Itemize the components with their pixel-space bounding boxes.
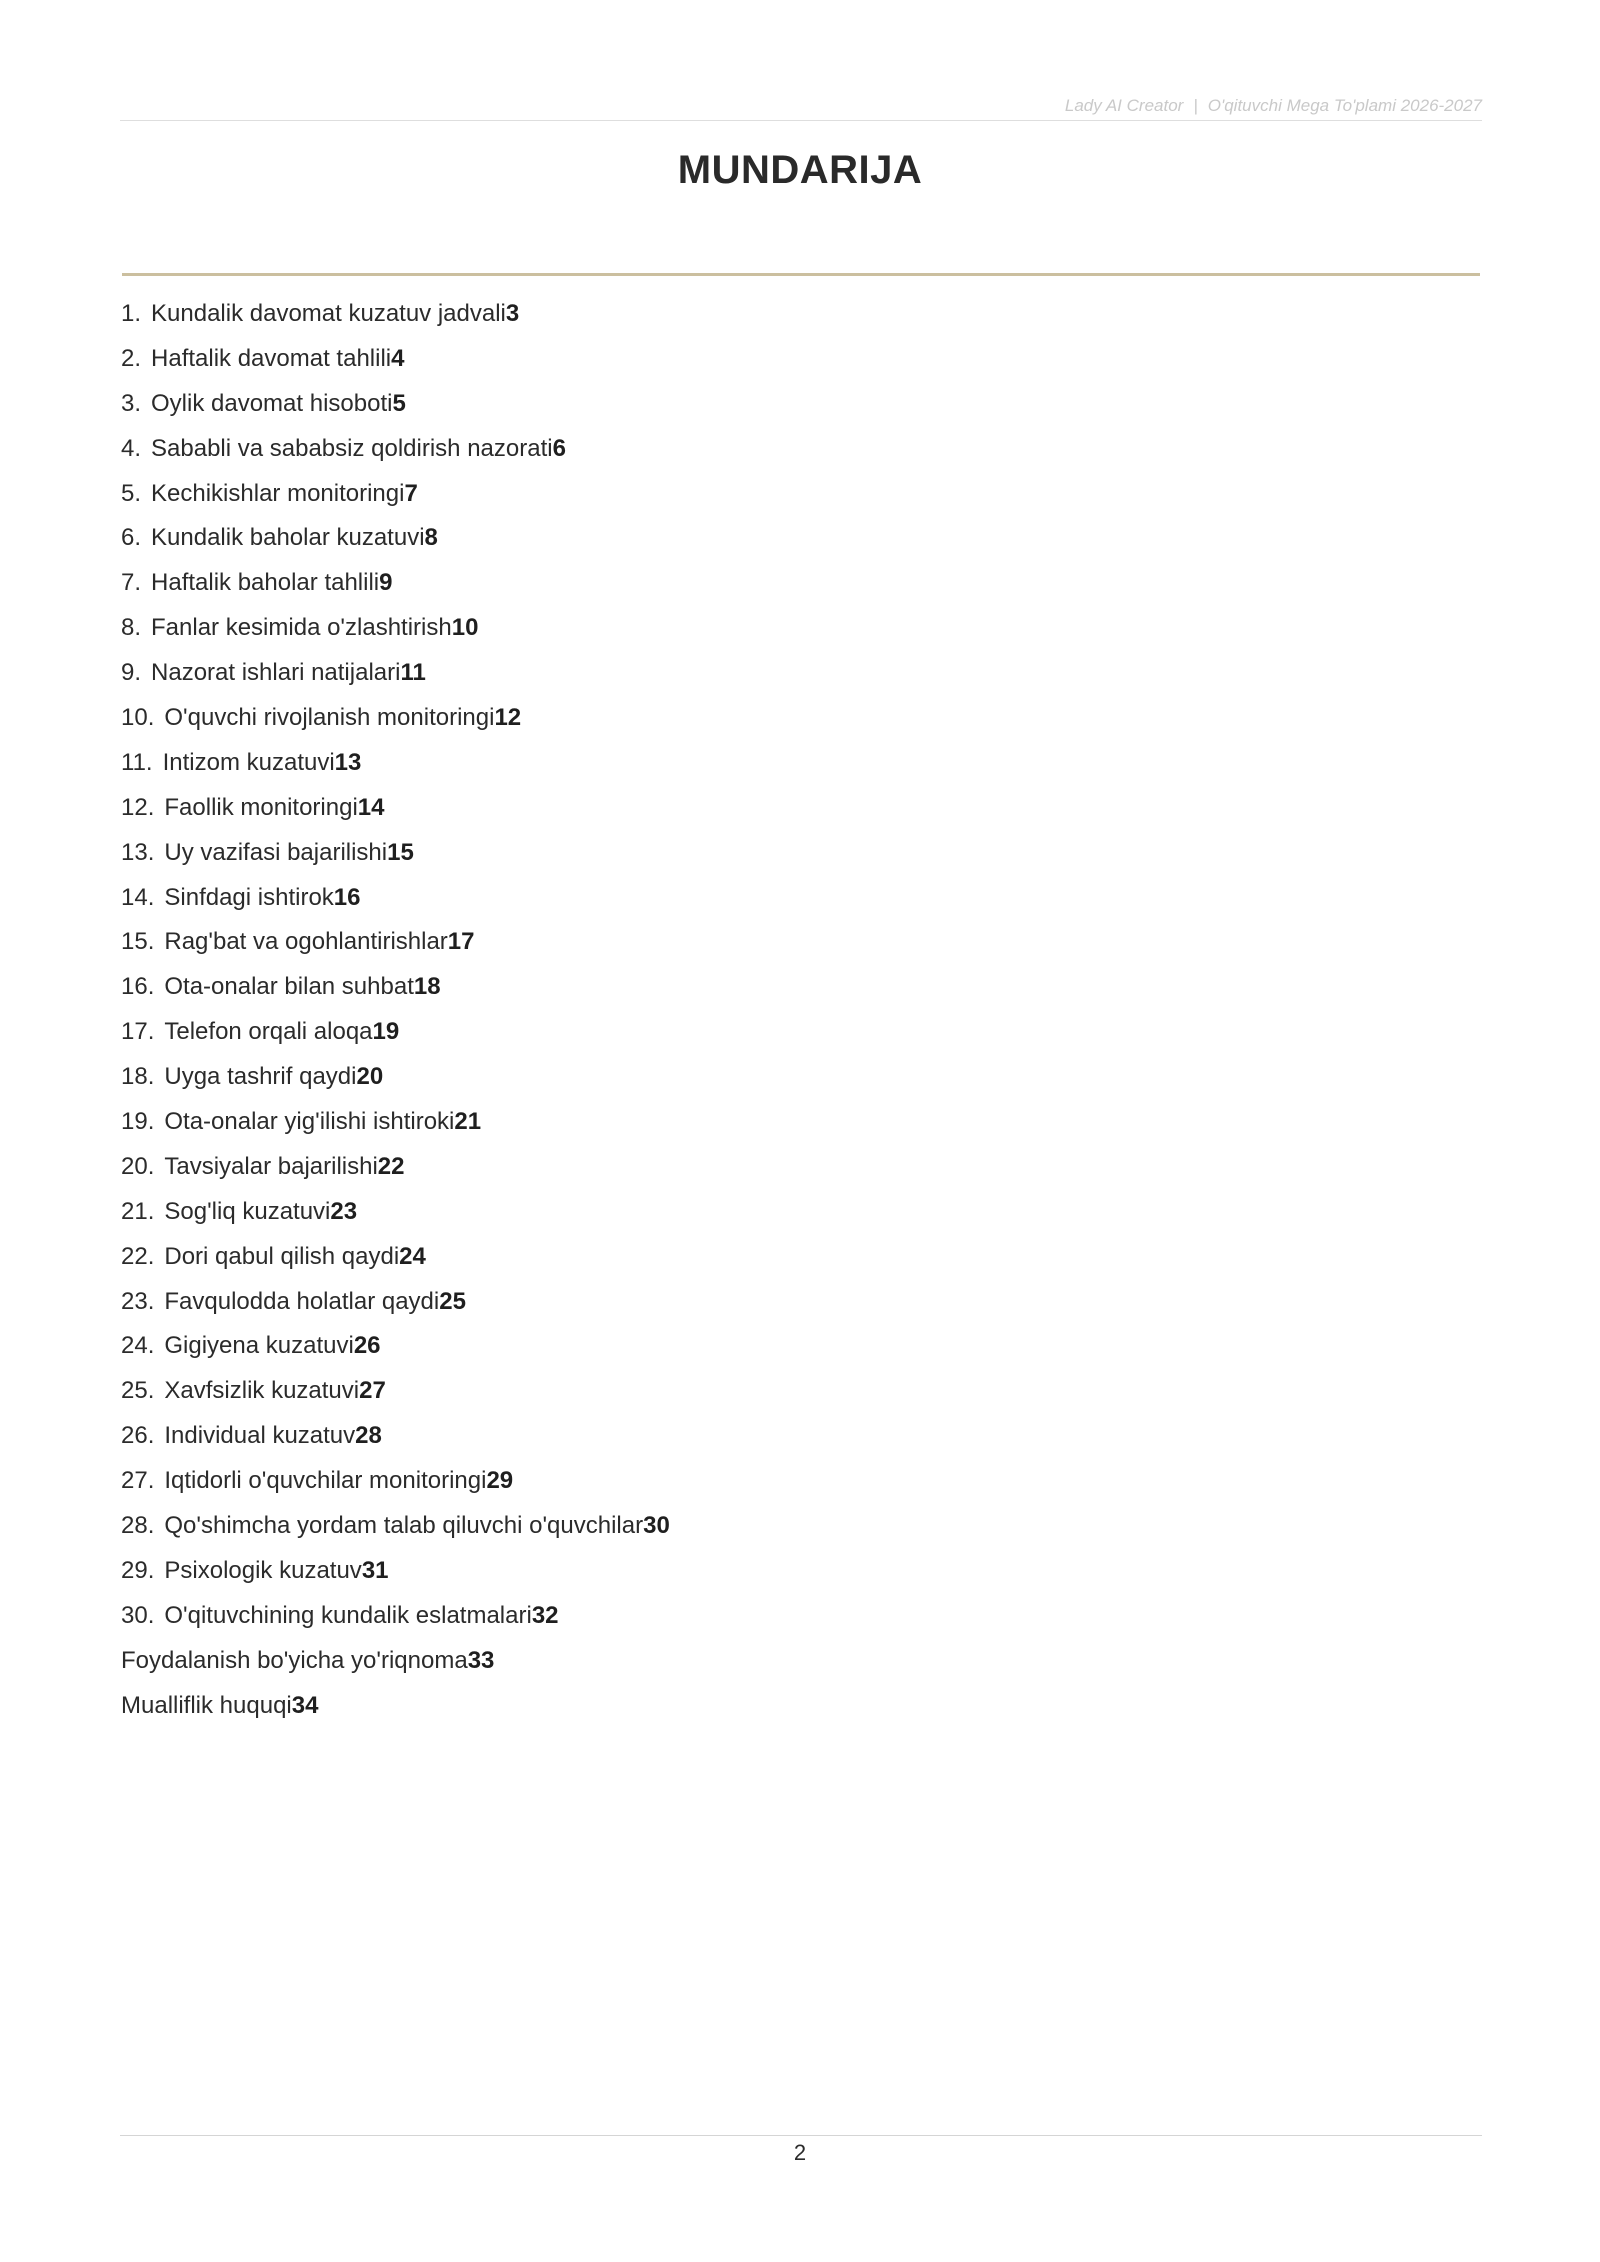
toc-entry[interactable]	[121, 565, 1321, 610]
toc-entry-page: 32	[531, 1601, 559, 1629]
toc-entry[interactable]	[121, 1104, 1321, 1149]
toc-entry-number: 23.	[121, 1287, 155, 1315]
toc-entry[interactable]	[121, 745, 1321, 790]
toc-entry[interactable]	[121, 1553, 1321, 1598]
toc-entry-page: 10	[451, 614, 479, 642]
toc-entry-number: 29.	[121, 1556, 155, 1584]
toc-entry-label: Uy vazifasi bajarilishi	[164, 838, 388, 866]
toc-entry-number: 22.	[121, 1242, 155, 1270]
toc-entry[interactable]	[121, 476, 1321, 521]
toc-entry-label: Uyga tashrif qaydi	[164, 1063, 357, 1091]
toc-entry[interactable]	[121, 1598, 1321, 1643]
toc-entry-label: Ota-onalar bilan suhbat	[164, 973, 414, 1001]
toc-entry-number: 9.	[121, 659, 142, 687]
toc-entry[interactable]	[121, 880, 1321, 925]
toc-entry-number: 3.	[121, 389, 142, 417]
toc-entry-number: 15.	[121, 928, 155, 956]
toc-entry-page: 8	[424, 524, 438, 552]
toc-entry[interactable]	[121, 1688, 1321, 1733]
toc-entry-label: Ota-onalar yig'ilishi ishtiroki	[164, 1108, 455, 1136]
toc-entry-page: 28	[355, 1422, 382, 1450]
toc-entry-number: 25.	[121, 1377, 155, 1405]
toc-entry[interactable]	[121, 1284, 1321, 1329]
toc-entry-label: Individual kuzatuv	[164, 1422, 356, 1450]
toc-entry-label: Haftalik baholar tahlili	[151, 569, 380, 597]
toc-entry[interactable]	[121, 655, 1321, 700]
toc-entry[interactable]	[121, 1418, 1321, 1463]
toc-entry-label: O'quvchi rivojlanish monitoringi	[164, 704, 495, 732]
toc-entry[interactable]	[121, 1508, 1321, 1553]
toc-entry-label: O'qituvchining kundalik eslatmalari	[164, 1601, 532, 1629]
toc-entry-number: 6.	[121, 524, 142, 552]
toc-entry-number: 11.	[121, 748, 153, 776]
toc-entry[interactable]	[121, 924, 1321, 969]
toc-entry-page: 6	[552, 434, 566, 462]
toc-entry[interactable]	[121, 790, 1321, 835]
toc-entry-page: 21	[454, 1108, 482, 1136]
toc-entry-label: Tavsiyalar bajarilishi	[164, 1152, 378, 1180]
toc-entry-number: 16.	[121, 973, 155, 1001]
toc-entry-label: Telefon orqali aloqa	[164, 1018, 373, 1046]
toc-entry[interactable]	[121, 1328, 1321, 1373]
toc-entry-label: Haftalik davomat tahlili	[151, 344, 392, 372]
toc-entry[interactable]	[121, 386, 1321, 431]
toc-entry-page: 3	[505, 300, 520, 327]
toc-entry-number: 28.	[121, 1512, 155, 1540]
toc-entry[interactable]	[121, 1373, 1321, 1418]
toc-entry-page: 20	[356, 1063, 384, 1091]
toc-entry-label: Nazorat ishlari natijalari	[151, 659, 401, 687]
toc-entry-page: 24	[399, 1242, 426, 1270]
toc-entry-page: 19	[372, 1018, 400, 1046]
toc-entry[interactable]	[121, 296, 1321, 341]
header-collection: O'qituvchi Mega To'plami 2026-2027	[1207, 96, 1482, 115]
toc-entry-page: 34	[291, 1691, 319, 1719]
toc-entry-page: 13	[334, 748, 362, 776]
toc-entry-page: 11	[400, 659, 426, 687]
toc-entry-number: 26.	[121, 1422, 155, 1450]
toc-entry-label: Iqtidorli o'quvchilar monitoringi	[164, 1467, 487, 1495]
toc-entry-page: 15	[387, 838, 414, 866]
toc-entry-number: 7.	[121, 569, 142, 597]
toc-entry[interactable]	[121, 610, 1321, 655]
toc-entry-label: Kundalik baholar kuzatuvi	[151, 524, 425, 552]
toc-entry-label: Sinfdagi ishtirok	[164, 883, 334, 911]
toc-entry-number: 13.	[121, 838, 155, 866]
toc-entry-page: 30	[643, 1512, 670, 1540]
toc-entry-label: Xavfsizlik kuzatuvi	[164, 1377, 360, 1405]
toc-entry-page: 18	[413, 973, 441, 1001]
toc-entry-label: Foydalanish bo'yicha yo'riqnoma	[121, 1646, 468, 1674]
toc-entry-label: Qo'shimcha yordam talab qiluvchi o'quvchilar	[164, 1512, 644, 1540]
toc-entry[interactable]	[121, 1643, 1321, 1688]
toc-entry-label: Rag'bat va ogohlantirishlar	[164, 928, 448, 956]
toc-entry-page: 27	[359, 1377, 386, 1405]
toc-entry-number: 24.	[121, 1332, 155, 1360]
footer-divider	[120, 2135, 1482, 2136]
toc-entry-page: 14	[357, 793, 385, 821]
toc-entry[interactable]	[121, 431, 1321, 476]
toc-entry-number: 17.	[121, 1018, 155, 1046]
toc-entry-page: 29	[486, 1467, 514, 1495]
toc-entry-number: 12.	[121, 793, 155, 821]
toc-entry-page: 4	[391, 344, 405, 372]
toc-entry-page: 23	[330, 1197, 358, 1225]
title-divider	[122, 273, 1480, 276]
toc-entry-label: Psixologik kuzatuv	[164, 1556, 362, 1584]
toc-entry-number: 8.	[121, 614, 142, 642]
toc-entry-page: 17	[447, 928, 475, 956]
toc-entry-number: 27.	[121, 1467, 155, 1495]
toc-entry-number: 2.	[121, 344, 142, 372]
toc-entry[interactable]	[121, 1239, 1321, 1284]
toc-entry-label: Dori qabul qilish qaydi	[164, 1242, 400, 1270]
toc-entry-page: 16	[333, 883, 361, 911]
toc-entry-number: 1.	[121, 300, 142, 327]
table-of-contents	[121, 296, 1321, 1733]
page-title: MUNDARIJA	[677, 148, 923, 192]
toc-entry-page: 7	[404, 479, 418, 507]
toc-entry-label: Intizom kuzatuvi	[162, 748, 335, 776]
toc-entry-label: Kundalik davomat kuzatuv jadvali	[151, 300, 506, 327]
toc-entry-label: Kechikishlar monitoringi	[151, 479, 405, 507]
toc-entry-label: Fanlar kesimida o'zlashtirish	[151, 614, 452, 642]
toc-entry-page: 22	[377, 1152, 405, 1180]
toc-entry-number: 21.	[121, 1197, 155, 1225]
toc-entry[interactable]	[121, 700, 1321, 745]
toc-entry[interactable]	[121, 835, 1321, 880]
toc-entry[interactable]	[121, 1014, 1321, 1059]
page-number: 2	[793, 2140, 807, 2165]
toc-entry-number: 30.	[121, 1601, 155, 1629]
header-separator: |	[1193, 96, 1198, 115]
toc-entry-page: 25	[439, 1287, 466, 1315]
toc-entry[interactable]	[121, 341, 1321, 386]
toc-entry-number: 19.	[121, 1108, 155, 1136]
header-author: Lady AI Creator	[1064, 96, 1184, 115]
toc-entry[interactable]	[121, 1463, 1321, 1508]
toc-entry-label: Faollik monitoringi	[164, 793, 358, 821]
toc-entry-label: Mualliflik huquqi	[121, 1691, 292, 1719]
toc-entry-label: Sog'liq kuzatuvi	[164, 1197, 331, 1225]
toc-entry-page: 26	[353, 1332, 381, 1360]
running-header	[1065, 96, 1482, 116]
toc-entry-number: 14.	[121, 883, 155, 911]
toc-entry-page: 31	[361, 1556, 389, 1584]
header-divider	[120, 120, 1482, 121]
toc-entry-page: 5	[392, 389, 406, 417]
toc-entry-number: 10.	[121, 704, 155, 732]
toc-entry-label: Gigiyena kuzatuvi	[164, 1332, 354, 1360]
toc-entry-number: 5.	[121, 479, 142, 507]
toc-entry[interactable]	[121, 1059, 1321, 1104]
toc-entry-page: 33	[467, 1646, 495, 1674]
toc-entry-label: Sababli va sababsiz qoldirish nazorati	[151, 434, 553, 462]
toc-entry-label: Favqulodda holatlar qaydi	[164, 1287, 440, 1315]
toc-entry[interactable]	[121, 520, 1321, 565]
toc-entry-label: Oylik davomat hisoboti	[151, 389, 393, 417]
toc-entry[interactable]	[121, 1149, 1321, 1194]
toc-entry-number: 4.	[121, 434, 142, 462]
toc-entry-page: 9	[379, 569, 393, 597]
toc-entry-page: 12	[494, 704, 522, 732]
toc-entry-number: 20.	[121, 1152, 155, 1180]
toc-entry-number: 18.	[121, 1063, 155, 1091]
toc-entry[interactable]	[121, 1194, 1321, 1239]
toc-entry[interactable]	[121, 969, 1321, 1014]
